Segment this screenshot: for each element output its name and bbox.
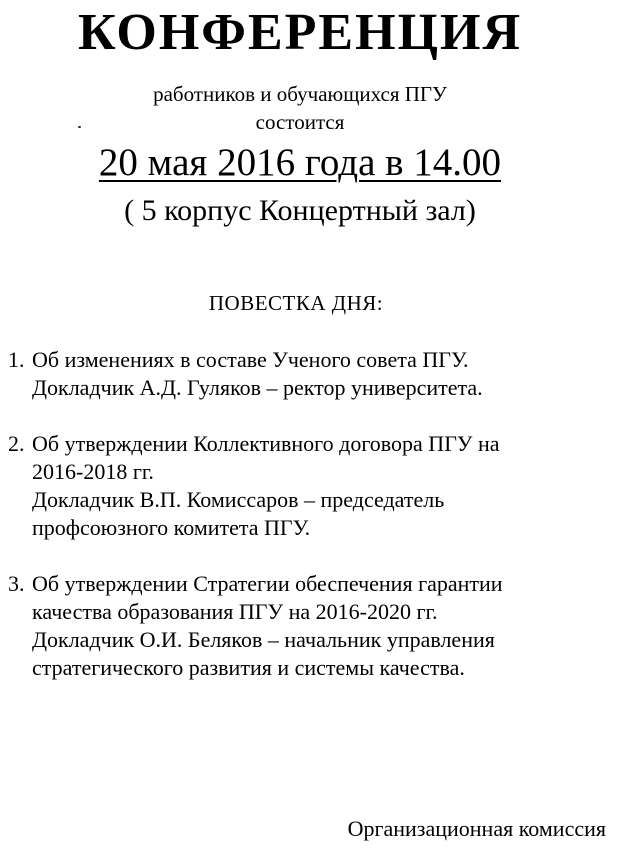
- agenda-item-line: Об утверждении Коллективного договора ПГУ на: [32, 431, 500, 456]
- conference-date: 20 мая 2016 года в 14.00: [98, 141, 502, 184]
- agenda-item-number: 2.: [8, 431, 25, 456]
- agenda-item-line: 2016-2018 гг.: [32, 459, 154, 484]
- conference-venue: ( 5 корпус Концертный зал): [124, 194, 476, 227]
- scan-speck: [78, 126, 81, 128]
- participants-line: работников и обучающихся ПГУ: [153, 82, 447, 106]
- agenda-item-text: [32, 570, 613, 682]
- agenda-heading: ПОВЕСТКА ДНЯ:: [208, 291, 384, 315]
- agenda-item-speaker: Докладчик О.И. Беляков – начальник управления: [32, 627, 495, 652]
- agenda-item-line: стратегического развития и системы качества.: [32, 655, 465, 680]
- agenda-item-1: [8, 346, 613, 402]
- agenda-item-line: Об изменениях в составе Ученого совета ПГУ.: [32, 347, 469, 372]
- agenda-item-line: профсоюзного комитета ПГУ.: [32, 515, 311, 540]
- agenda-item-number: 1.: [8, 347, 25, 372]
- agenda-item-line: Об утверждении Стратегии обеспечения гарантии: [32, 571, 503, 596]
- agenda-item-speaker: Докладчик В.П. Комиссаров – председатель: [32, 487, 445, 512]
- agenda-item-3: [8, 570, 613, 682]
- agenda-item-text: [32, 346, 613, 402]
- agenda-item-text: [32, 430, 613, 542]
- conference-date-block: [0, 139, 600, 187]
- agenda-item-speaker: Докладчик А.Д. Гуляков – ректор университета.: [32, 375, 483, 400]
- agenda-item-2: [8, 430, 613, 542]
- agenda-item-number: 3.: [8, 571, 25, 596]
- organizing-committee-signature: Организационная комиссия: [347, 816, 606, 841]
- will-take-place-line: состоится: [255, 110, 345, 134]
- conference-title: КОНФЕРЕНЦИЯ: [78, 4, 522, 61]
- agenda-item-line: качества образования ПГУ на 2016-2020 гг.: [32, 599, 438, 624]
